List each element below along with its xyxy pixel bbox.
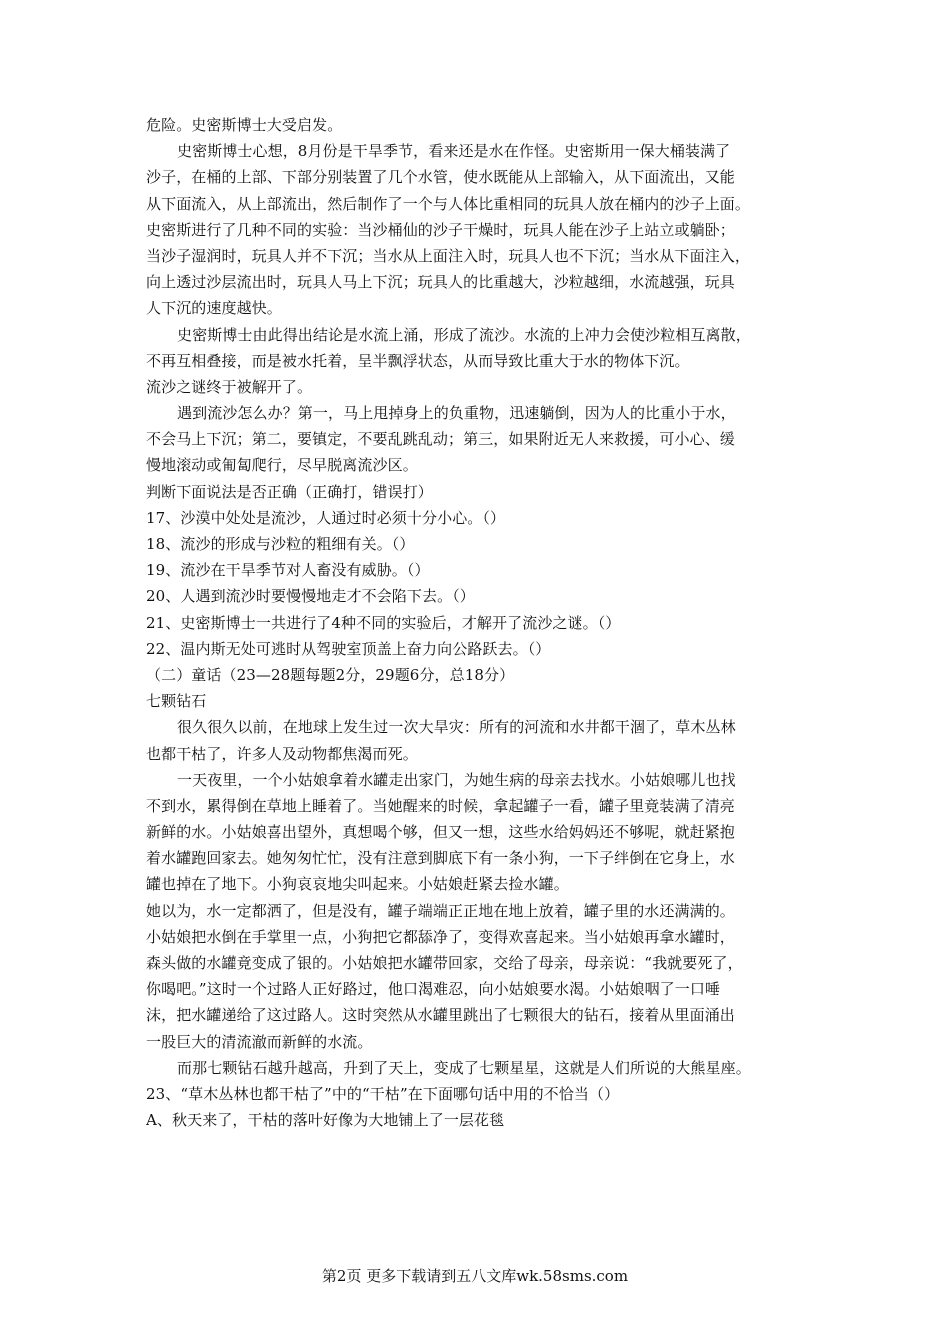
text-line: 沙子，在桶的上部、下部分别装置了几个水管，使水既能从上部输入，从下面流出，又能: [146, 168, 735, 187]
text-line: 危险。史密斯博士大受启发。: [146, 116, 343, 134]
text-line: 23、“草木丛林也都干枯了”中的“干枯”在下面哪句话中用的不恰当（）: [146, 1084, 620, 1103]
text-line: 史密斯博士心想，8月份是干旱季节，看来还是水在作怪。史密斯用一保大桶装满了: [177, 142, 731, 161]
text-line: 一股巨大的清流澈而新鲜的水流。: [146, 1032, 373, 1051]
text-line: 21、史密斯博士一共进行了4种不同的实验后，才解开了流沙之谜。（）: [146, 613, 621, 632]
text-line: 七颗钻石: [146, 692, 207, 711]
page-footer: 第2页 更多下载请到五八文库wk.58sms.com: [321, 1267, 629, 1285]
text-line: 史密斯进行了几种不同的实验：当沙桶仙的沙子干燥时，玩具人能在沙子上站立或躺卧；: [146, 220, 735, 239]
text-line: 22、温内斯无处可逃时从驾驶室顶盖上奋力向公路跃去。（）: [146, 639, 551, 658]
text-line: 着水罐跑回家去。她匆匆忙忙，没有注意到脚底下有一条小狗，一下子绊倒在它身上，水: [146, 849, 735, 868]
text-line: 她以为，水一定都洒了，但是没有，罐子端端正正地在地上放着，罐子里的水还满满的。: [146, 901, 735, 920]
text-line: 判断下面说法是否正确（正确打，错误打）: [146, 482, 433, 501]
text-line: 流沙之谜终于被解开了。: [146, 377, 313, 396]
text-line: 20、人遇到流沙时要慢慢地走才不会陷下去。（）: [146, 587, 475, 606]
text-line: 不会马上下沉；第二，要镇定，不要乱跳乱动；第三，如果附近无人来救援，可小心、缓: [146, 430, 735, 449]
text-line: （二）童话（23—28题每题2分，29题6分，总18分）: [146, 665, 515, 684]
text-line: 也都干枯了，许多人及动物都焦渴而死。: [146, 744, 418, 763]
text-line: 不再互相叠接，而是被水托着，呈半飘浮状态，从而导致比重大于水的物体下沉。: [146, 351, 690, 370]
text-line: 新鲜的水。小姑娘喜出望外，真想喝个够，但又一想，这些水给妈妈还不够呢，就赶紧抱: [146, 823, 735, 842]
text-line: 向上透过沙层流出时，玩具人马上下沉；玩具人的比重越大，沙粒越细，水流越强，玩具: [146, 273, 735, 292]
text-line: 森头做的水罐竟变成了银的。小姑娘把水罐带回家，交给了母亲，母亲说：“我就要死了，: [146, 954, 743, 972]
text-line: 很久很久以前，在地球上发生过一次大旱灾：所有的河流和水井都干涸了，草木丛林: [177, 718, 736, 737]
text-line: 遇到流沙怎么办？第一，马上甩掉身上的负重物，迅速躺倒，因为人的比重小于水，: [177, 404, 736, 423]
text-line: 不到水，累得倒在草地上睡着了。当她醒来的时候，拿起罐子一看，罐子里竟装满了清亮: [146, 796, 735, 815]
text-line: 罐也掉在了地下。小狗哀哀地尖叫起来。小姑娘赶紧去捡水罐。: [146, 875, 569, 894]
text-line: 小姑娘把水倒在手掌里一点，小狗把它都舔净了，变得欢喜起来。当小姑娘再拿水罐时，: [146, 927, 735, 946]
text-line: 你喝吧。”这时一个过路人正好路过，他口渴难忍，向小姑娘要水渴。小姑娘咽了一口唾: [146, 980, 721, 999]
text-line: 慢地滚动或匍匐爬行，尽早脱离流沙区。: [146, 456, 418, 475]
text-line: A、秋天来了，干枯的落叶好像为大地铺上了一层花毯: [146, 1111, 505, 1130]
text-line: 而那七颗钻石越升越高，升到了天上，变成了七颗星星，这就是人们所说的大熊星座。: [177, 1058, 751, 1077]
text-line: 人下沉的速度越快。: [146, 299, 282, 318]
text-line: 从下面流入，从上部流出，然后制作了一个与人体比重相同的玩具人放在桶内的沙子上面。: [146, 194, 751, 213]
text-line: 17、沙漠中处处是流沙，人通过时必须十分小心。（）: [146, 508, 506, 527]
text-line: 18、流沙的形成与沙粒的粗细有关。（）: [146, 535, 415, 553]
text-line: 19、流沙在干旱季节对人畜没有威胁。（）: [146, 561, 430, 580]
text-line: 沫，把水罐递给了这过路人。这时突然从水罐里跳出了七颗很大的钻石，接着从里面涌出: [146, 1006, 735, 1025]
text-line: 史密斯博士由此得出结论是水流上涌，形成了流沙。水流的上冲力会使沙粒相互离散，: [177, 325, 751, 344]
text-line: 一天夜里，一个小姑娘拿着水罐走出家门，为她生病的母亲去找水。小姑娘哪儿也找: [177, 770, 736, 789]
document-body: [146, 112, 814, 1133]
text-line: 当沙子湿润时，玩具人并不下沉；当水从上面注入时，玩具人也不下沉；当水从下面注入，: [146, 246, 751, 265]
